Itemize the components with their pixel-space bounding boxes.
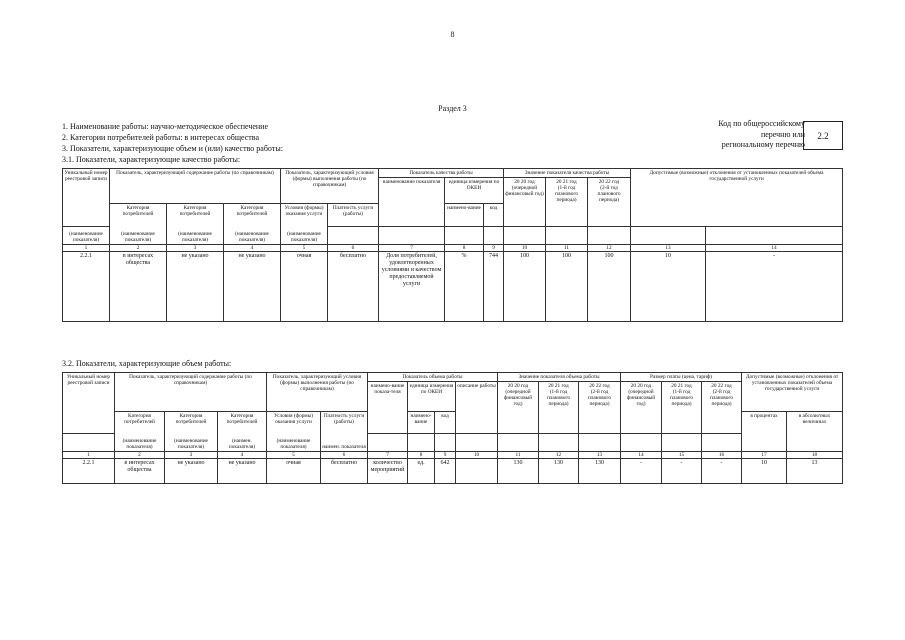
col-number: 4 [224, 245, 281, 252]
unit-header: единица измерения по ОКЕИ [445, 178, 504, 204]
col-number: 15 [662, 452, 702, 459]
year-2020-label: 20 20 год [514, 178, 535, 185]
year-2022-header [588, 178, 631, 227]
table-row [63, 252, 843, 322]
col-number: 9 [484, 245, 504, 252]
year-2022-label: 20 22 год [589, 382, 610, 389]
empty-cell [702, 434, 742, 452]
unit-code-header: код [435, 412, 456, 434]
empty-cell [546, 227, 588, 245]
category-header-2: Категория потребителей [165, 412, 218, 434]
payment-header: Платность услуги (работы) [321, 412, 368, 434]
okei-label-line1: Код по общероссийскому [718, 119, 805, 128]
unique-number-header: Уникальный номер реестровой записи [63, 373, 115, 434]
deviation-header: Допустимые (возможные) отклонения от установленных показателей объема государственной услуги [742, 373, 843, 412]
deviation-header: Допустимые (возможные) отклонения от установленных показателей объема государственной услуги [631, 169, 843, 227]
col-number: 5 [267, 452, 321, 459]
empty-cell [456, 434, 498, 452]
table-row [63, 459, 843, 484]
conditions-indicator-header: Показатель, характеризующий условия (формы) выполнения работы (по справочникам) [267, 373, 368, 412]
payment-header: Платность услуги (работы) [328, 204, 379, 227]
category-header-3: Категория потребителей [218, 412, 267, 434]
okei-code-box: 2.2 [803, 121, 843, 150]
unique-number-header: Уникальный номер реестровой записи [63, 169, 110, 227]
condition-form-header: Условия (формы) оказания услуги [267, 412, 321, 434]
unit-code: 744 [484, 252, 504, 322]
work-name-line: 1. Наименование работы: научно-методическое обеспечение [62, 122, 269, 131]
page-number: 8 [450, 30, 455, 39]
empty-cell [445, 227, 484, 245]
empty-cell [484, 227, 504, 245]
deviation-absolute: 13 [787, 459, 843, 484]
col-number: 8 [408, 452, 435, 459]
col-number: 18 [787, 452, 843, 459]
col-number: 7 [368, 452, 408, 459]
deviation-percent: 10 [742, 459, 787, 484]
col-number: 14 [706, 245, 843, 252]
unit-name: ед. [408, 459, 435, 484]
col-number: 12 [539, 452, 579, 459]
col-number: 17 [742, 452, 787, 459]
service-form: очная [281, 252, 328, 322]
indicator-name-note-5: (наименование показателя) [281, 227, 328, 245]
empty-cell [435, 434, 456, 452]
deviation-percent: 10 [631, 252, 706, 322]
condition-form-header: Условия (формы) оказания услуги [281, 204, 328, 227]
conditions-indicator-header: Показатель, характеризующий условия (формы) выполнения работы (по справочникам) [281, 169, 379, 204]
volume-subtitle: 3.2. Показатели, характеризующие объем работы: [62, 359, 232, 368]
column-numbers-row [63, 452, 843, 459]
year-2020-note: (очередной финансовый год) [505, 184, 544, 198]
unit-header: единица измерения по ОКЕИ [408, 382, 456, 412]
empty-cell [662, 434, 702, 452]
category-value-2: не указано [167, 252, 224, 322]
indicator-name-note-4: (наименование показателя) [267, 434, 321, 452]
value-2021: 100 [546, 252, 588, 322]
col-number: 1 [63, 452, 115, 459]
deviation-percent-header: в процентах [742, 412, 787, 452]
year-2020-note: (очередной финансовый год) [503, 388, 533, 408]
unit-code: 642 [435, 459, 456, 484]
empty-cell [579, 434, 621, 452]
price-2022-note: (2-й год планового периода) [709, 388, 734, 408]
price-2020: - [621, 459, 662, 484]
indicator-name-note-3: (наимен. показателя) [218, 434, 267, 452]
category-header-1: Категория потребителей [115, 412, 165, 434]
consumer-category-line: 2. Категории потребителей работы: в интересах общества [62, 133, 260, 142]
volume-values-header: Значение показателя объема работы [498, 373, 621, 382]
content-indicator-header: Показатель, характеризующий содержание работы (по справочникам) [115, 373, 267, 412]
col-number: 2 [110, 245, 167, 252]
quality-indicator-name: Доля потребителей, удовлетворенных условиями и качеством предоставляемой услуги [379, 252, 445, 322]
row-id: 2.2.1 [63, 252, 110, 322]
quality-indicator-header: Показатель качества работы [379, 169, 504, 178]
quality-values-header: Значение показателя качества работы [504, 169, 631, 178]
price-2022-label: 20 22 год [711, 382, 732, 389]
indicator-name-note-1: (наименование показателя) [63, 227, 110, 245]
consumer-category: в интересах общества [115, 459, 165, 484]
col-number: 10 [504, 245, 546, 252]
category-value-3: не указано [218, 459, 267, 484]
price-2022-header [702, 382, 742, 434]
category-value-2: не указано [165, 459, 218, 484]
price-2020-header [621, 382, 662, 434]
consumer-category: в интересах общества [110, 252, 167, 322]
okei-label-line2: перечню или [760, 129, 805, 139]
value-2022: 130 [579, 459, 621, 484]
year-2021-note: (1-й год планового периода) [546, 388, 571, 408]
service-form: очная [267, 459, 321, 484]
payment-type: бесплатно [328, 252, 379, 322]
year-2020-header [498, 382, 539, 434]
price-2021-header [662, 382, 702, 434]
empty-cell [368, 434, 408, 452]
content-indicator-header: Показатель, характеризующий содержание работы (по справочникам) [110, 169, 281, 204]
col-number: 2 [115, 452, 165, 459]
price-2020-label: 20 20 год [630, 382, 652, 389]
price-header: Размер платы (цена, тариф) [621, 373, 742, 382]
okei-label [655, 119, 805, 151]
col-number: 4 [218, 452, 267, 459]
work-description-header: описание работы [456, 382, 498, 434]
year-2022-note: (2-й год планового периода) [597, 184, 621, 204]
deviation-absolute-header: в абсолютных величинах [787, 412, 843, 452]
value-2021: 130 [539, 459, 579, 484]
col-number: 12 [588, 245, 631, 252]
empty-cell [408, 434, 435, 452]
col-number: 9 [435, 452, 456, 459]
category-header-2: Категория потребителей [167, 204, 224, 227]
indicator-name-note-2: (наименование показателя) [110, 227, 167, 245]
empty-cell [379, 227, 445, 245]
unit-name: % [445, 252, 484, 322]
category-header-3: Категория потребителей [224, 204, 281, 227]
col-number: 10 [456, 452, 498, 459]
unit-name-header: наимено-вание [408, 412, 435, 434]
volume-indicator-header: Показатель объема работы [368, 373, 498, 382]
empty-cell [328, 227, 379, 245]
volume-name-header: наимено-вание показа-теля [368, 382, 408, 434]
col-number: 14 [621, 452, 662, 459]
col-number: 5 [281, 245, 328, 252]
quality-table [62, 168, 843, 322]
value-2020: 130 [498, 459, 539, 484]
volume-indicator-name: количество мероприятий [368, 459, 408, 484]
empty-cell [504, 227, 546, 245]
empty-cell [63, 434, 115, 452]
indicator-name-note-3: (наименование показателя) [167, 227, 224, 245]
empty-cell [539, 434, 579, 452]
price-2021-label: 20 21 год [671, 382, 692, 389]
year-2021-header [546, 178, 588, 227]
price-2020-note: (очередной финансовый год) [626, 388, 656, 408]
year-2022-header [579, 382, 621, 434]
empty-cell [498, 434, 539, 452]
row-id: 2.2.1 [63, 459, 115, 484]
col-number: 13 [579, 452, 621, 459]
payment-type: бесплатно [321, 459, 368, 484]
col-number: 13 [631, 245, 706, 252]
col-number: 8 [445, 245, 484, 252]
work-description [456, 459, 498, 484]
year-2021-note: (1-й год планового периода) [554, 184, 579, 204]
indicator-name-note-5: наимен. показателя [321, 434, 368, 452]
column-numbers-row [63, 245, 843, 252]
price-2021-note: (1-й год планового периода) [669, 388, 694, 408]
quality-name-header: наименование показателя [379, 178, 445, 227]
col-number: 6 [321, 452, 368, 459]
year-2021-header [539, 382, 579, 434]
empty-cell [706, 227, 843, 245]
col-number: 11 [498, 452, 539, 459]
col-number: 6 [328, 245, 379, 252]
unit-name-header: наимено-вание [445, 204, 484, 227]
empty-cell [588, 227, 631, 245]
indicator-name-note-2: (наименование показателя) [165, 434, 218, 452]
col-number: 7 [379, 245, 445, 252]
year-2022-note: (2-й год планового периода) [587, 388, 612, 408]
category-value-3: не указано [224, 252, 281, 322]
section-title: Раздел 3 [438, 104, 467, 113]
col-number: 3 [167, 245, 224, 252]
year-2020-header [504, 178, 546, 227]
quality-subtitle: 3.1. Показатели, характеризующие качество работы: [62, 155, 241, 164]
okei-label-line3: региональному перечню [721, 140, 805, 149]
col-number: 3 [165, 452, 218, 459]
col-number: 11 [546, 245, 588, 252]
deviation-absolute: - [706, 252, 843, 322]
volume-table [62, 372, 843, 484]
price-2022: - [702, 459, 742, 484]
col-number: 16 [702, 452, 742, 459]
col-number: 1 [63, 245, 110, 252]
category-header-1: Категория потребителей [110, 204, 167, 227]
year-2021-label: 20 21 год [556, 178, 577, 185]
indicator-name-note-4: (наименование показателя) [224, 227, 281, 245]
value-2020: 100 [504, 252, 546, 322]
year-2021-label: 20 21 год [548, 382, 569, 389]
empty-cell [621, 434, 662, 452]
unit-code-header: код [484, 204, 504, 227]
price-2021: - [662, 459, 702, 484]
indicators-line: 3. Показатели, характеризующие объем и (или) качество работы: [62, 144, 283, 153]
value-2022: 100 [588, 252, 631, 322]
year-2020-label: 20 20 год [507, 382, 529, 389]
year-2022-label: 20 22 год [598, 178, 620, 185]
empty-cell [631, 227, 706, 245]
indicator-name-note-1: (наименование показателя) [115, 434, 165, 452]
